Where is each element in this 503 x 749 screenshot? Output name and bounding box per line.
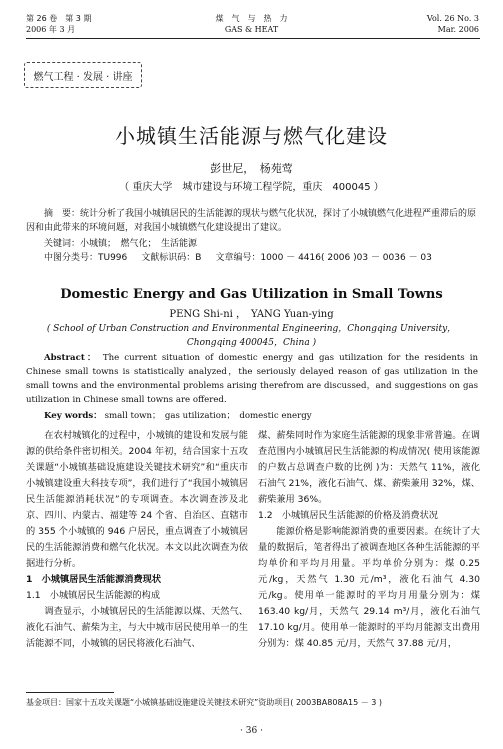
english-keywords-label: Key words： <box>44 411 102 421</box>
section-badge: 燃气工程 · 发展 · 讲座 <box>24 62 142 88</box>
abstract-zh-label: 摘 要： <box>44 209 81 219</box>
journal-name-en: GAS & HEAT <box>224 25 279 34</box>
keywords-zh-label: 关键词： <box>44 239 81 249</box>
body-paragraph: 调查显示，小城镇居民的生活能源以煤、天然气、液化石油气、薪柴为主，与大中城市居民使用单一的生活能源不同，小城镇的居民将液化石油气、 <box>26 606 248 649</box>
body-paragraph: 能源价格是影响能源消费的重要因素。在统计了大量的数据后，笔者得出了被调查地区各种生活能源的平均单价和平均月用量。平均单价分别为：煤 0.25 元/kg，天然气 1.30 元/m³，液化石油气 4.30 元/kg。使用单一能源时的平均月用量分别为：煤 163.40 kg/月，天然气 29.14 m³/月，液化石油气 17.10 kg/月。使用单一能源时的平均月能源支出费用分别为：煤 40.85 元/月，天然气 37.88 元/月， <box>258 526 480 649</box>
english-title: Domestic Energy and Gas Utilization in Small Towns <box>60 287 443 302</box>
body-paragraph: 煤、薪柴同时作为家庭生活能源的现象非常普遍。在调查范围内小城镇居民生活能源的构成情况( 使用该能源的户数占总调查户数的比例 )为：天然气 11%，液化石油气 21%，液化石油气、煤、薪柴兼用 32%，煤、薪柴兼用 36%。 <box>258 430 480 505</box>
english-authors: PENG Shi-ni ， YANG Yuan-ying <box>169 309 334 320</box>
body-left-column <box>26 428 248 652</box>
journal-volume-issue: 第 26 卷 第 3 期 <box>26 14 92 23</box>
paper-title: 小城镇生活能源与燃气化建设 <box>115 124 388 148</box>
abstract-zh <box>26 207 478 235</box>
subsection-heading-1-1: 1.1 小城镇居民生活能源的构成 <box>26 590 161 601</box>
document-code: 文献标识码：B <box>141 253 202 263</box>
subsection-heading-1-2: 1.2 小城镇居民生活能源的价格及消费状况 <box>258 510 438 521</box>
english-affiliation-1: ( School of Urban Construction and Environmental Engineering，Chongqing University， <box>46 324 457 334</box>
funding-footnote: 基金项目：国家十五攻关课题“小城镇基础设施建设关键技术研究”资助项目( 2003BA808A15 － 3 ) <box>26 698 383 707</box>
english-keywords-text: small town； gas utilization； domestic energy <box>104 411 312 421</box>
keywords-zh-text: 小城镇； 燃气化； 生活能源 <box>80 239 198 249</box>
english-keywords <box>44 409 312 421</box>
affiliation-zh: （ 重庆大学 城市建设与环境工程学院，重庆 400045 ） <box>119 182 384 193</box>
article-number: 文章编号：1000 － 4416( 2006 )03 － 0036 － 03 <box>215 253 432 263</box>
english-abstract-text: The current situation of domestic energy and gas utilization for the residents in Chinese small towns is statistically analyzed，the seriously delayed reason of gas utilization in the small towns and the environmental problems arising therefrom are discussed，and suggestions on gas utilization in Chinese small towns are offered. <box>26 353 478 405</box>
journal-vol-en: Vol. 26 No. 3 <box>426 14 479 23</box>
footnote-rule <box>26 692 114 693</box>
journal-name-zh: 煤 气 与 热 力 <box>215 14 288 23</box>
body-paragraph: 在农村城镇化的过程中，小城镇的建设和发展与能源的供给条件密切相关。2004 年初，结合国家十五攻关课题“小城镇基础设施建设关键技术研究”和“重庆市小城镇建设重大科技专项”，我们进行了“我国小城镇居民生活能源消耗状况”的专项调查。本次调查涉及北京、四川、内蒙古、福建等 24 个省、自治区、直辖市的 355 个小城镇的 946 户居民，重点调查了小城镇居民的生活能源消费和燃气化状况。本文以此次调查为依据进行分析。 <box>26 430 248 569</box>
page-number: · 36 · <box>240 726 263 736</box>
english-abstract-label: Abstract： <box>44 353 98 363</box>
authors-zh: 彭世尼， 杨苑莺 <box>210 162 293 175</box>
abstract-zh-text: 统计分析了我国小城镇居民的生活能源的现状与燃气化状况，探讨了小城镇燃气化进程严重滞后的原因和由此带来的环境问题，对我国小城镇燃气化建设提出了建议。 <box>26 209 477 233</box>
journal-date: 2006 年 3 月 <box>26 25 76 34</box>
body-right-column <box>258 428 480 652</box>
section-heading-1: 1 小城镇居民生活能源消费现状 <box>26 574 162 585</box>
classification-row <box>44 251 432 265</box>
journal-date-en: Mar. 2006 <box>437 25 479 34</box>
keywords-zh <box>44 237 197 251</box>
english-abstract <box>26 351 478 407</box>
clc-number: 中图分类号：TU996 <box>44 253 128 263</box>
english-affiliation-2: Chongqing 400045，China ) <box>186 338 317 348</box>
header-rule <box>26 38 480 39</box>
